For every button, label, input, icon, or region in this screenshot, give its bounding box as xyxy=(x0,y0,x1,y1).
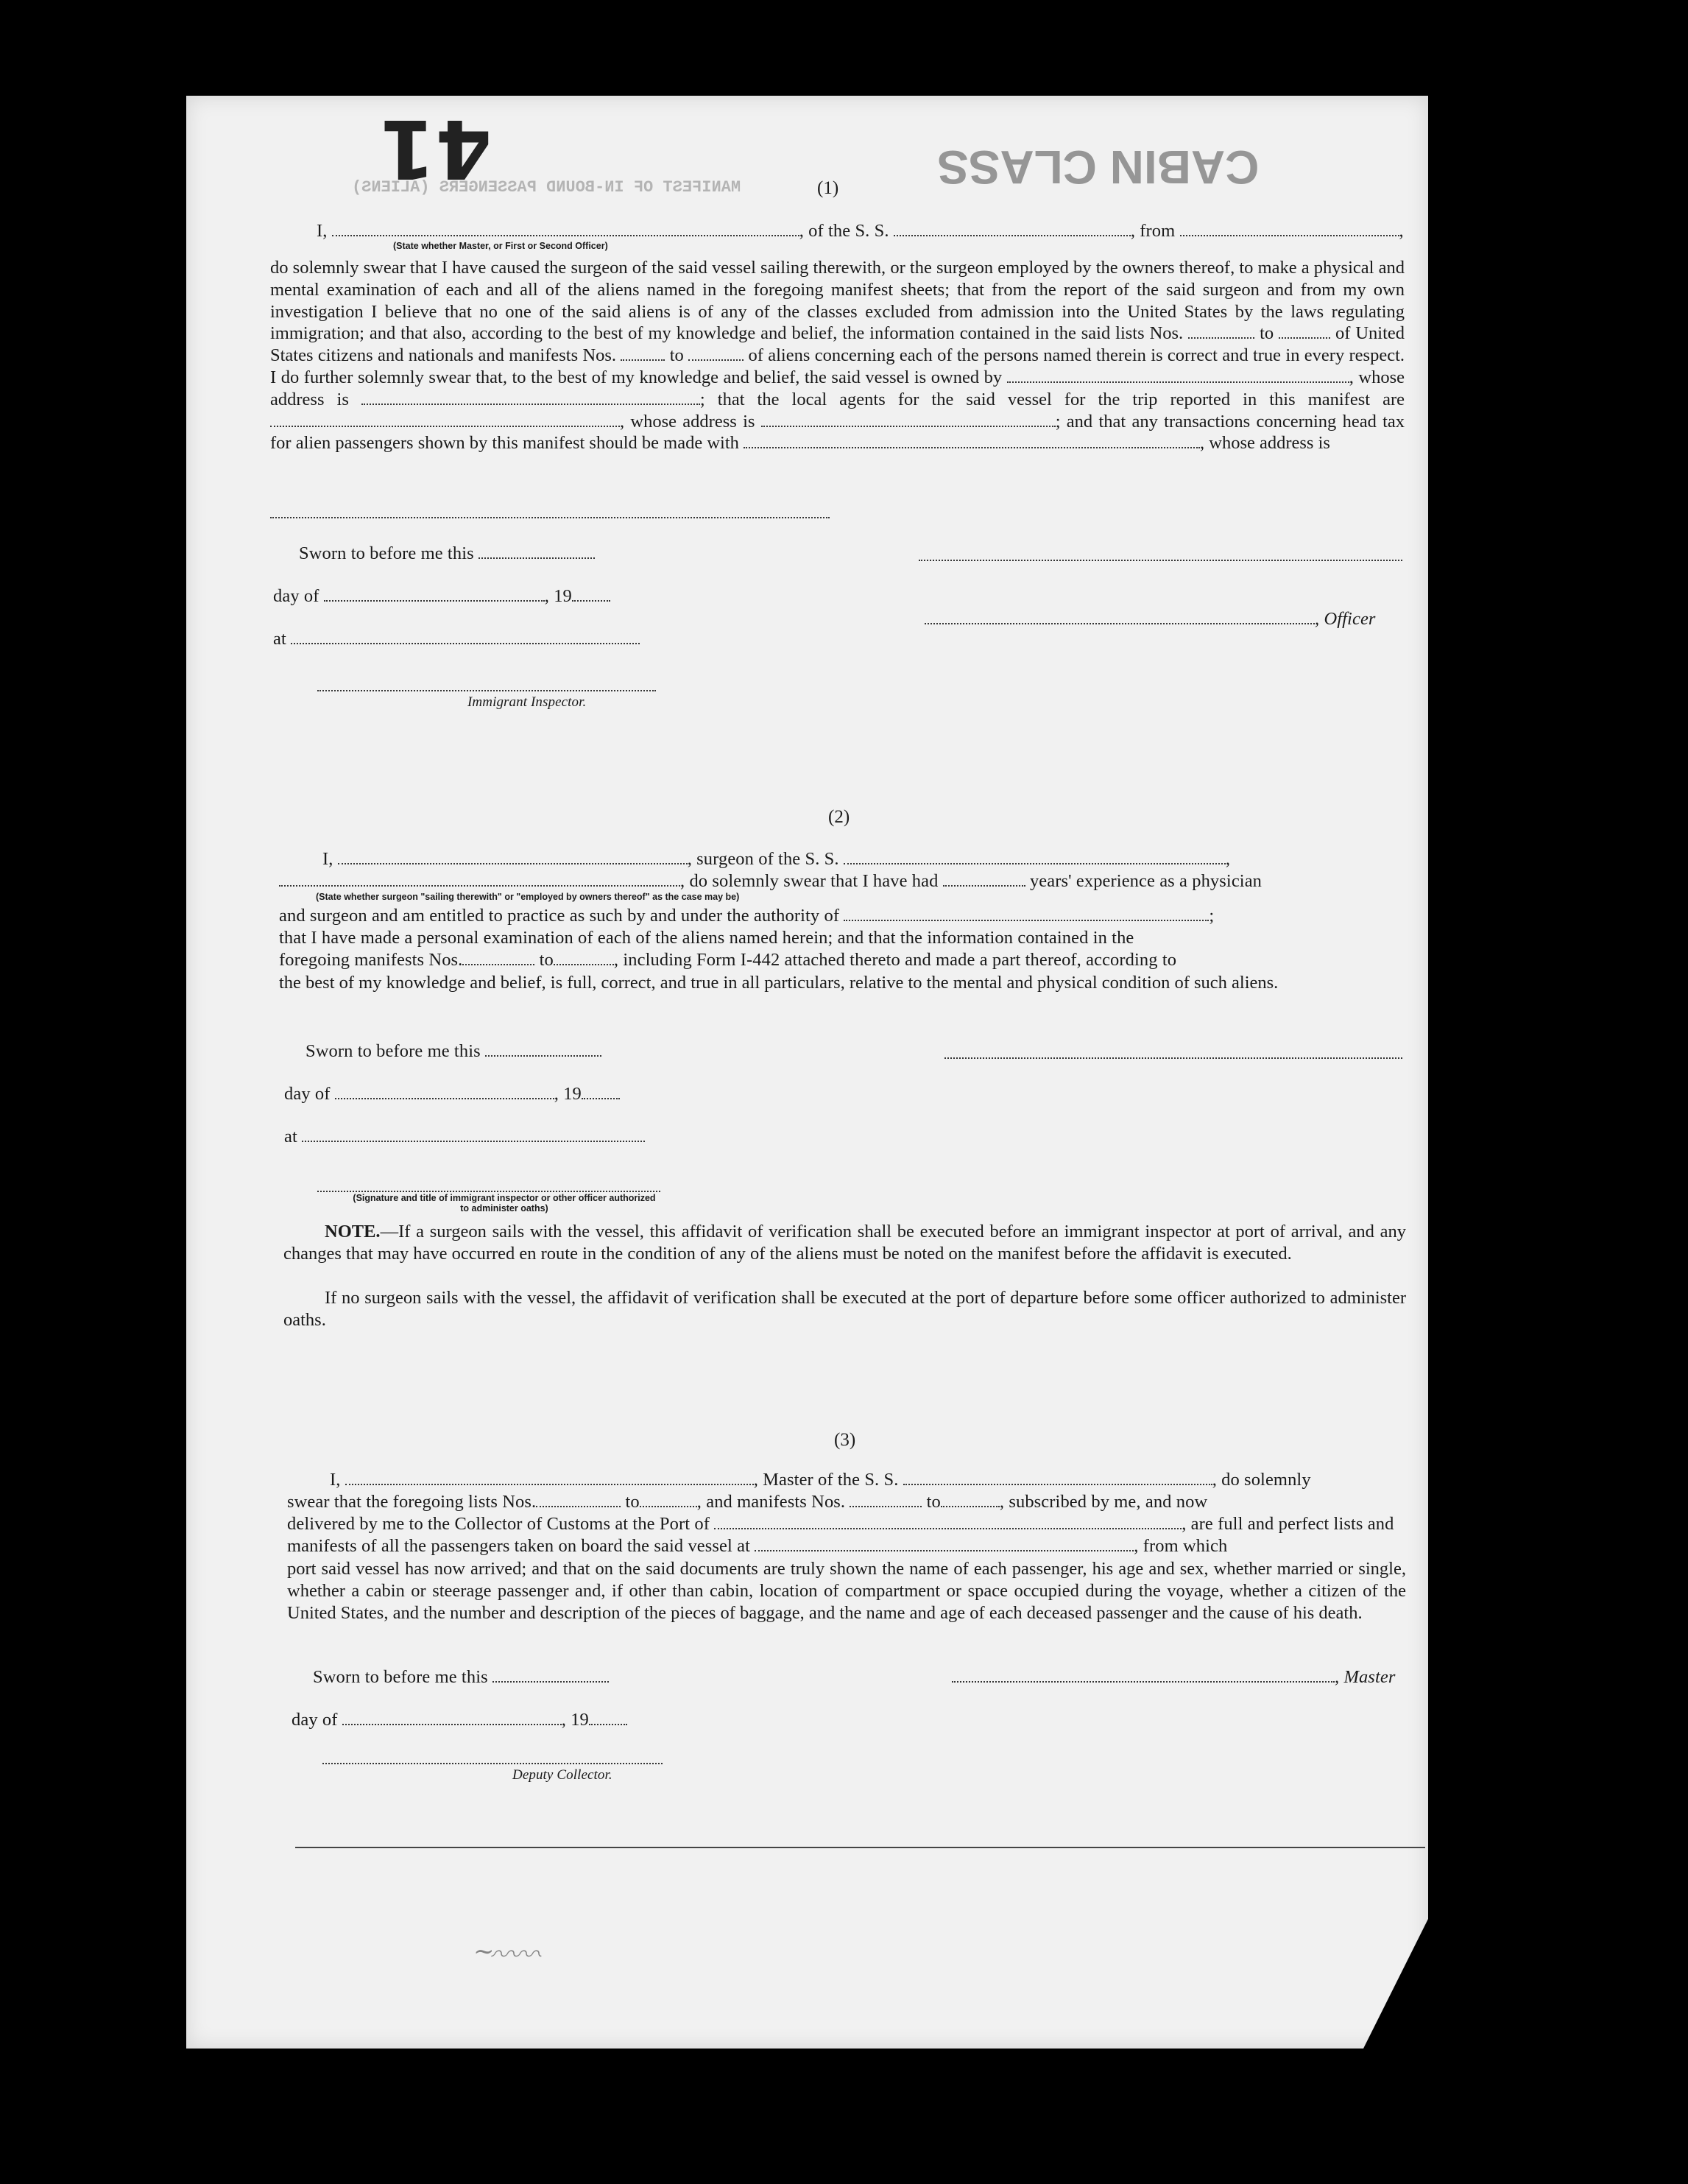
s3-day: day of , 19 xyxy=(292,1710,627,1730)
section-2-number: (2) xyxy=(828,807,850,827)
s1-officer: , Officer xyxy=(925,609,1376,630)
binder-hole-5 xyxy=(1431,730,1469,768)
s3-l1: I, , Master of the S. S. , do solemnly xyxy=(330,1470,1311,1490)
binder-hole-7 xyxy=(1447,1389,1486,1427)
binder-hole-4 xyxy=(1431,610,1469,649)
torn-corner xyxy=(1363,1916,1430,2049)
s3-master: , Master xyxy=(952,1667,1395,1688)
s1-body: do solemnly swear that I have caused the surgeon of the said vessel sailing therewith, or the surgeon employed by the owners thereof, to make a physical and mental examination of each and all of the aliens named in the foregoing manifest sheets; that from the report of the said surgeon and from my own investigation I believe that no one of the said aliens is of any of the classes excluded from admission into the United States by the laws regulating immigration; and that also, according to the best of my knowledge and belief, the information contained in the said lists Nos. to of United States citizens and nationals and manifests Nos. to of aliens concerning each of the persons named therein is correct and true in every respect. I do further solemnly swear that, to the best of my knowledge and belief, the said vessel is owned by , whose address is ; that the local agents for the said vessel for the trip reported in this manifest are , whose address is ; and that any transactions concerning head tax for alien passengers shown by this manifest should be made with , whose address is xyxy=(270,258,1405,454)
s3-l2: swear that the foregoing lists Nos. to , and manifests Nos. to , subscribed by me, and now xyxy=(287,1492,1208,1512)
binder-hole-8 xyxy=(1447,1508,1486,1546)
s3-sworn: Sworn to before me this xyxy=(313,1667,609,1688)
handwritten-number: 41 xyxy=(379,102,492,196)
s2-l4: that I have made a personal examination of each of the aliens named herein; and that the information contained in the xyxy=(279,928,1134,948)
bottom-rule xyxy=(295,1847,1425,1848)
binder-hole-10 xyxy=(1447,1845,1486,1884)
binder-hole-3 xyxy=(1471,280,1503,312)
binder-hole-2 xyxy=(1431,266,1469,304)
s1-inspector-line xyxy=(317,688,656,691)
s1-line1: I, , of the S. S. , from , xyxy=(317,221,1404,241)
s2-line2-note: (State whether surgeon "sailing therewith" or "employed by owners thereof" as the case may be) xyxy=(316,892,740,902)
s3-body: port said vessel has now arrived; and that on the said documents are truly shown the name of each passenger, his age and sex, whether married or single, whether a cabin or steerage passenger and, if other than cabin, location of compartment or space occupied during the voyage, whether a citizen of the United States, and the number and description of the pieces of baggage, and the name and age of each deceased passenger and the cause of his death. xyxy=(287,1559,1406,1623)
s1-sworn: Sworn to before me this xyxy=(299,543,595,564)
s3-l3: delivered by me to the Collector of Customs at the Port of , are full and perfect lists and xyxy=(287,1514,1394,1534)
cabin-class-stamp: CABIN CLASS xyxy=(937,141,1260,194)
s2-right-line xyxy=(944,1056,1402,1059)
s2-note2: If no surgeon sails with the vessel, the affidavit of verification shall be executed at the port of departure before some officer authorized to administer oaths. xyxy=(283,1288,1406,1330)
s2-line2: , do solemnly swear that I have had years' experience as a physician xyxy=(279,871,1262,892)
signature-scribble: 〰〰∼ xyxy=(473,1937,545,1967)
bleed-title: MANIFEST OF IN-BOUND PASSENGERS (ALIENS) xyxy=(352,178,741,197)
s1-day: day of , 19 xyxy=(273,586,610,607)
s1-inspector: Immigrant Inspector. xyxy=(467,694,587,710)
s2-l5: foregoing manifests Nos. to , including Form I-442 attached thereto and made a part thereof, according to xyxy=(279,950,1177,970)
s1-line1-note: (State whether Master, or First or Second Officer) xyxy=(393,241,608,251)
s1-address-line xyxy=(270,515,830,518)
s3-l4: manifests of all the passengers taken on board the said vessel at , from which xyxy=(287,1536,1228,1556)
s3-collector-line xyxy=(322,1761,663,1764)
s2-line1: I, , surgeon of the S. S. , xyxy=(322,849,1231,869)
s1-at: at xyxy=(273,629,640,649)
binder-hole-1 xyxy=(1428,144,1466,183)
binder-hole-6 xyxy=(1472,1044,1511,1082)
s2-sworn: Sworn to before me this xyxy=(306,1041,601,1062)
section-3-number: (3) xyxy=(834,1430,856,1450)
s1-right-line xyxy=(919,558,1402,561)
s2-at: at xyxy=(284,1127,645,1147)
section-1-number: (1) xyxy=(817,178,839,198)
binder-hole-9 xyxy=(1481,1807,1514,1839)
s3-collector: Deputy Collector. xyxy=(512,1767,612,1783)
s2-l3: and surgeon and am entitled to practice as such by and under the authority of ; xyxy=(279,906,1215,926)
s2-sig-line xyxy=(317,1189,660,1192)
manifest-page xyxy=(186,96,1428,2049)
s2-l6: the best of my knowledge and belief, is full, correct, and true in all particulars, relative to the mental and physical condition of such aliens. xyxy=(279,973,1279,993)
s2-sig-note: (Signature and title of immigrant inspector or other officer authorized to administer oaths) xyxy=(353,1193,656,1213)
s2-note: NOTE.—If a surgeon sails with the vessel, this affidavit of verification shall be executed before an immigrant inspector at port of arrival, and any changes that may have occurred en route in the condition of any of the aliens must be noted on the manifest before the affidavit is executed. xyxy=(283,1222,1406,1264)
s2-day: day of , 19 xyxy=(284,1084,620,1105)
